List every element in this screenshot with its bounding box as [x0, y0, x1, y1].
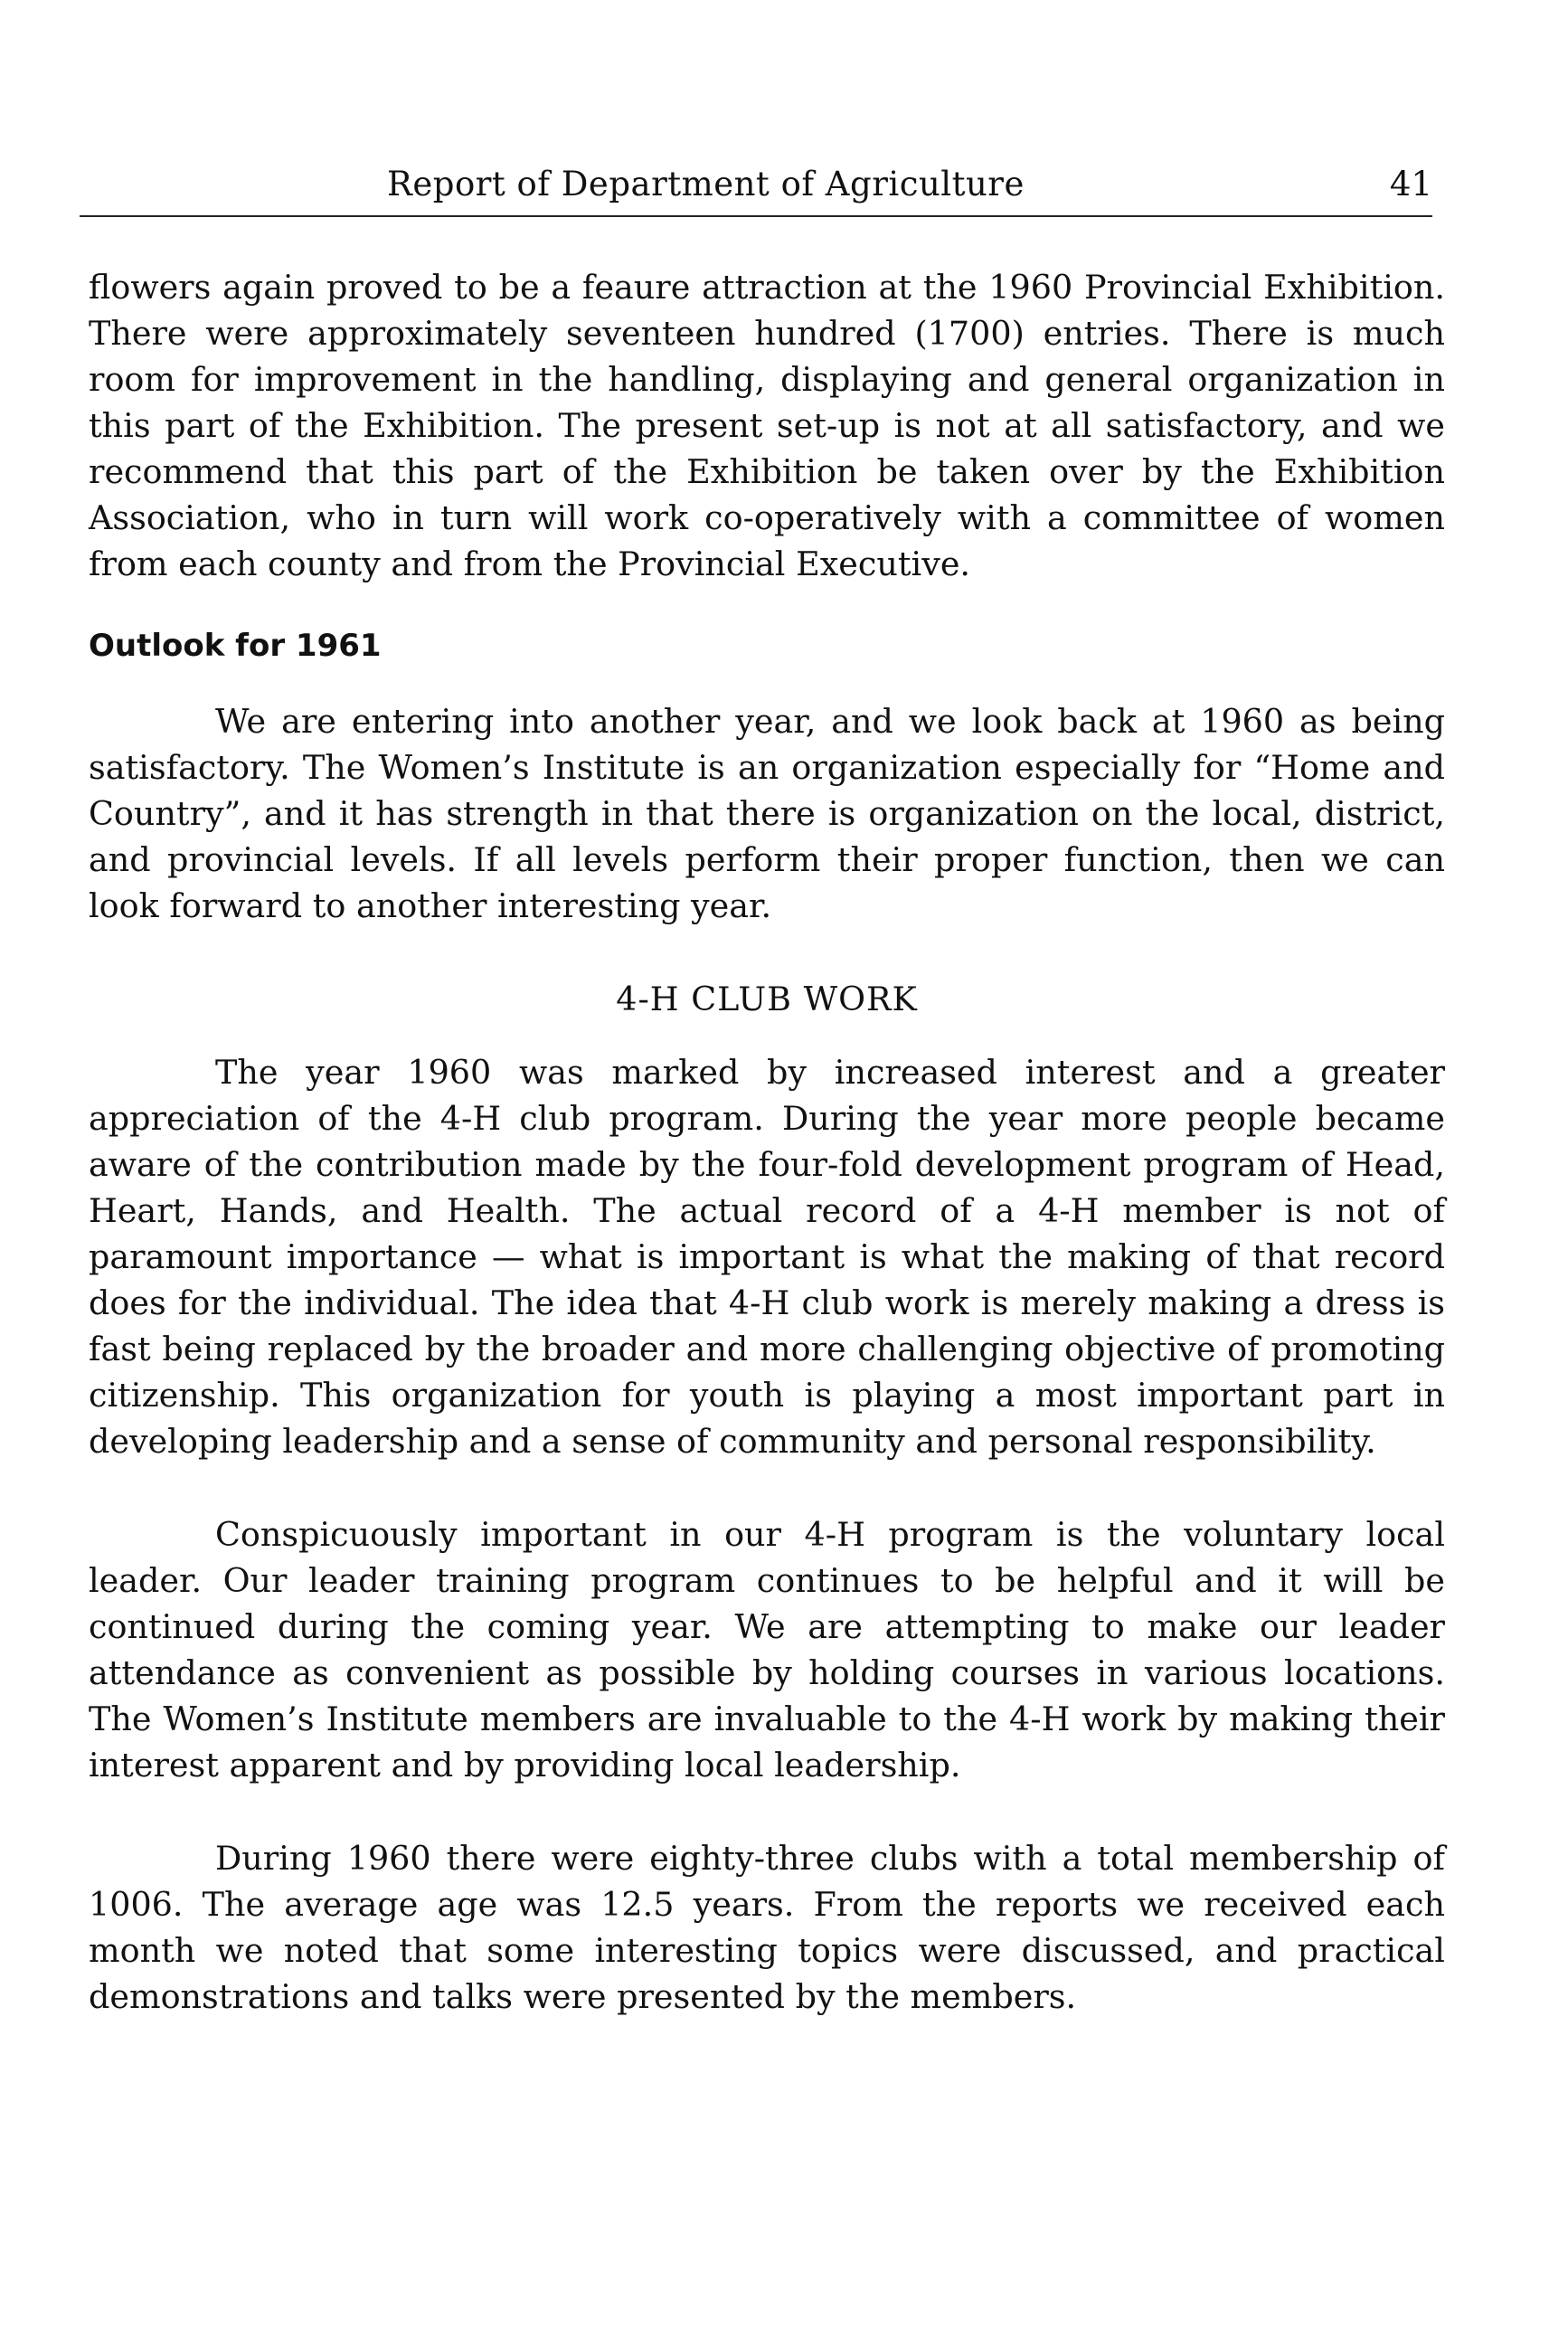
page-number: 41 [1389, 165, 1432, 204]
paragraph-flowers: flowers again proved to be a feaure attraction at the 1960 Provincial Exhibition. There were approximately seventeen hundred (1700) entries. There is much room for improvement in the handling, displaying and general organization in this part of the Exhibition. The present set-up is not at all satisfactory, and we recommend that this part of the Exhibition be taken over by the Exhibition Association, who in turn will work co-operatively with a committee of women from each county and from the Provincial Executive. [89, 268, 1445, 583]
header-title: Report of Department of Agriculture [387, 165, 1025, 204]
paragraph-4h-leaders: Conspicuously important in our 4-H program is the voluntary local leader. Our leader training program continues to be helpful and it will be continued during the coming year. We are attempting to make our leader attendance as convenient as possible by holding courses in various locations. The Women’s Institute members are invaluable to the 4-H work by making their interest apparent and by providing local leadership. [89, 1515, 1445, 1785]
body-text [89, 264, 1445, 2020]
section-title-4h: 4-H CLUB WORK [616, 980, 918, 1018]
heading-outlook: Outlook for 1961 [89, 628, 382, 664]
paragraph-gap [89, 1464, 1445, 1511]
running-header [80, 156, 1432, 217]
paragraph-gap [89, 1788, 1445, 1835]
paragraph-4h-clubs: During 1960 there were eighty-three clubs with a total membership of 1006. The average age was 12.5 years. From the reports we received each month we noted that some interesting topics were discussed, and practical demonstrations and talks were presented by the members. [89, 1839, 1445, 2016]
paragraph-4h-interest: The year 1960 was marked by increased interest and a greater appreciation of the 4-H club program. During the year more people became aware of the contribution made by the four-fold development program of Head, Heart, Hands, and Health. The actual record of a 4-H member is not of paramount importance — what is important is what the making of that record does for the individual. The idea that 4-H club work is merely making a dress is fast being replaced by the broader and more challenging objective of promoting citizenship. This organization for youth is playing a most important part in developing leadership and a sense of community and personal responsibility. [89, 1053, 1445, 1461]
paragraph-outlook: We are entering into another year, and we look back at 1960 as being satisfactory. The Women’s Institute is an organization especially for “Home and Country”, and it has strength in that there is organization on the local, district, and provincial levels. If all levels perform their proper function, then we can look forward to another interesting year. [89, 702, 1445, 925]
